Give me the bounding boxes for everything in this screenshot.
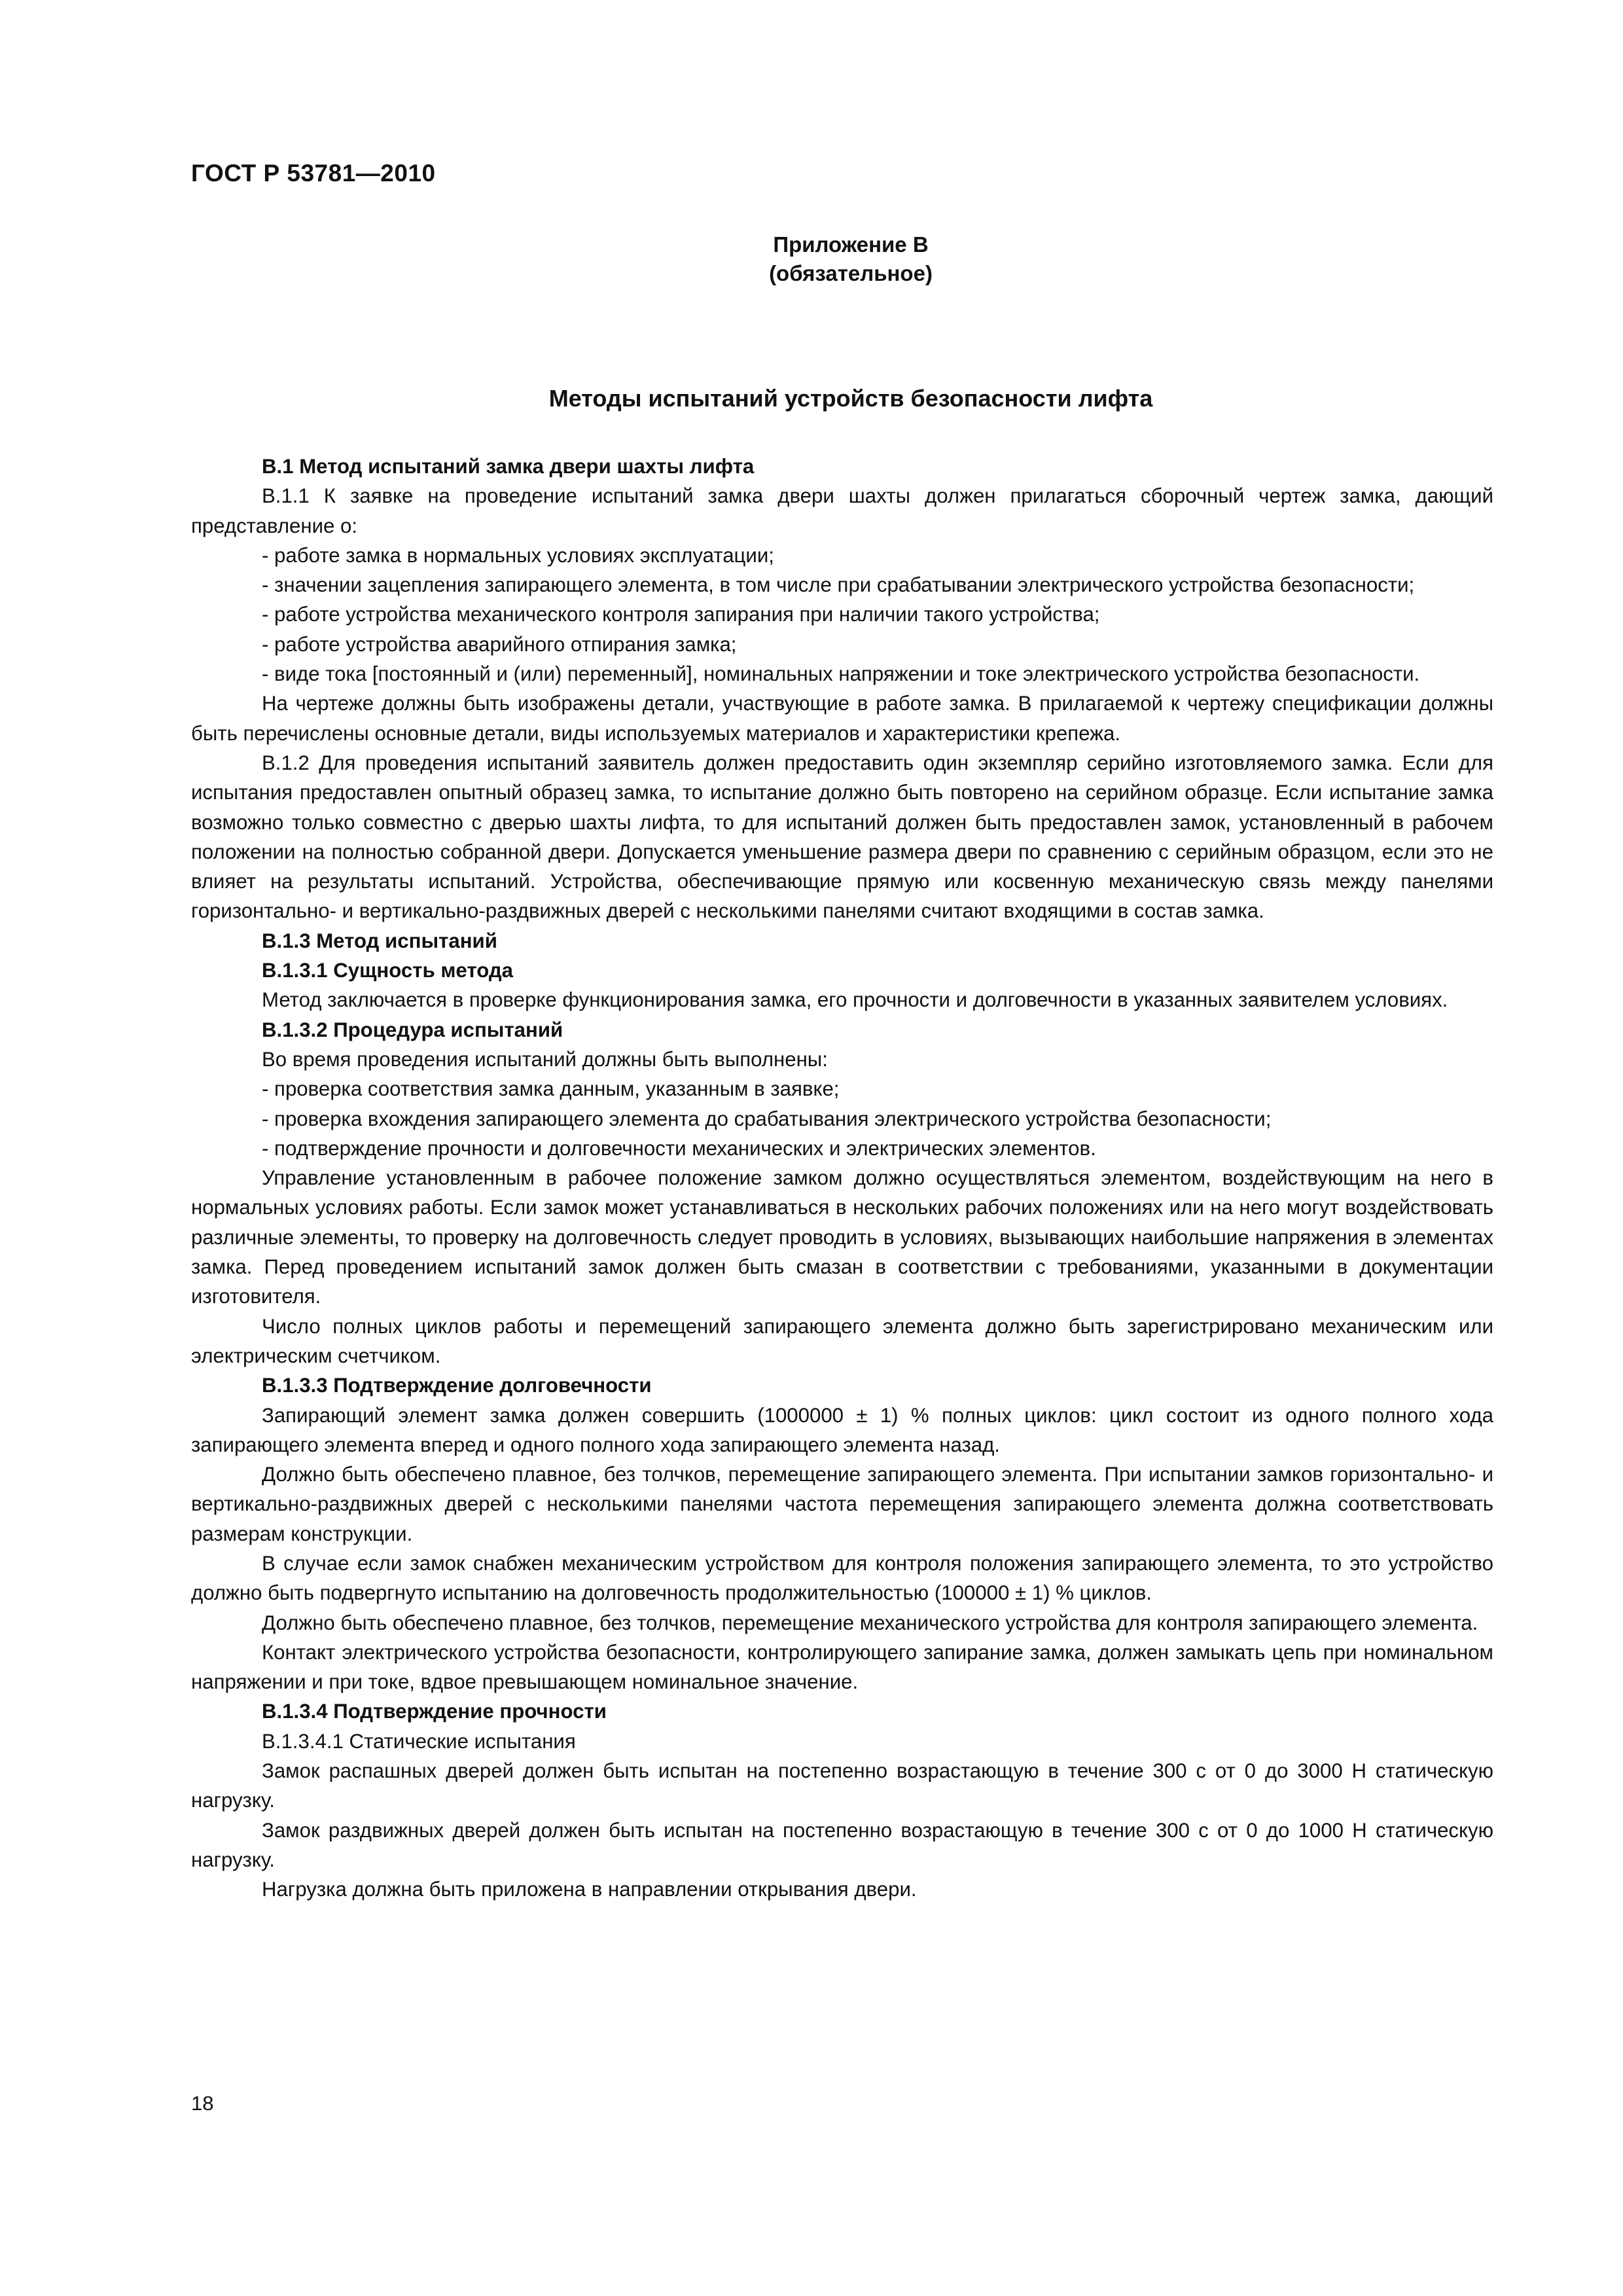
section-heading: В.1.3 Метод испытаний xyxy=(262,929,497,952)
document-body xyxy=(191,452,1493,1905)
list-item: - проверка вхождения запирающего элемента до срабатывания электрического устройства безопасности; xyxy=(262,1107,1272,1130)
paragraph: Контакт электрического устройства безопасности, контролирующего запирание замка, должен замыкать цепь при номинальном напряжении и при токе, вдвое превышающем номинальное значение. xyxy=(191,1640,1493,1694)
paragraph: Должно быть обеспечено плавное, без толчков, перемещение механического устройства для контроля запирающего элемента. xyxy=(262,1611,1478,1634)
paragraph: Запирающий элемент замка должен совершить (1000000 ± 1) % полных циклов: цикл состоит из одного полного хода запирающего элемента вперед и одного полного хода запирающего элемента назад. xyxy=(191,1403,1493,1456)
list-item: - работе устройства аварийного отпирания замка; xyxy=(262,632,737,656)
list-item: - подтверждение прочности и долговечности механических и электрических элементов. xyxy=(262,1136,1096,1160)
section-heading: В.1.3.4 Подтверждение прочности xyxy=(262,1700,607,1723)
paragraph: На чертеже должны быть изображены детали, участвующие в работе замка. В прилагаемой к чертежу спецификации должны быть перечислены основные детали, виды используемых материалов и характеристики крепежа. xyxy=(191,692,1493,745)
appendix-type: (обязательное) xyxy=(769,261,933,285)
appendix-label: Приложение В xyxy=(773,232,929,257)
standard-number: ГОСТ Р 53781—2010 xyxy=(191,160,436,187)
paragraph: В случае если замок снабжен механическим устройством для контроля положения запирающего элемента, то это устройство должно быть подвергнуто испытанию на долговечность продолжительностью (100000 ± 1) % циклов. xyxy=(191,1551,1493,1605)
section-heading: В.1.3.1 Сущность метода xyxy=(262,959,513,982)
paragraph: В.1.1 К заявке на проведение испытаний замка двери шахты должен прилагаться сборочный чертеж замка, дающий представление о: xyxy=(191,484,1493,537)
page-number: 18 xyxy=(191,2092,214,2115)
list-item: - виде тока [постоянный и (или) переменный], номинальных напряжении и токе электрического устройства безопасности. xyxy=(262,662,1420,686)
section-heading: В.1.3.3 Подтверждение долговечности xyxy=(262,1374,652,1397)
paragraph: Замок раздвижных дверей должен быть испытан на постепенно возрастающую в течение 300 с от 0 до 1000 Н статическую нагрузку. xyxy=(191,1818,1493,1871)
paragraph: Число полных циклов работы и перемещений запирающего элемента должно быть зарегистрировано механическим или электрическим счетчиком. xyxy=(191,1314,1493,1367)
list-item: - работе устройства механического контроля запирания при наличии такого устройства; xyxy=(262,603,1100,626)
section-heading: В.1 Метод испытаний замка двери шахты лифта xyxy=(262,455,755,478)
paragraph: Метод заключается в проверке функционирования замка, его прочности и долговечности в указанных заявителем условиях. xyxy=(262,988,1448,1012)
list-item: - работе замка в нормальных условиях эксплуатации; xyxy=(262,543,774,567)
appendix-heading xyxy=(0,230,1623,288)
list-item: - проверка соответствия замка данным, указанным в заявке; xyxy=(262,1077,840,1101)
paragraph: Нагрузка должна быть приложена в направлении открывания двери. xyxy=(262,1878,917,1901)
paragraph: Управление установленным в рабочее положение замком должно осуществляться элементом, воздействующим на него в нормальных условиях работы. Если замок может устанавливаться в нескольких рабочих положениях или на него могут воздействовать различные элементы, то проверку на долговечность следует проводить в условиях, вызывающих наибольшие напряжения в элементах замка. Перед проведением испытаний замок должен быть смазан в соответствии с требованиями, указанными в документации изготовителя. xyxy=(191,1166,1493,1308)
list-item: - значении зацепления запирающего элемента, в том числе при срабатывании электрического устройства безопасности; xyxy=(262,573,1415,597)
page-title: Методы испытаний устройств безопасности лифта xyxy=(548,385,1153,412)
paragraph: В.1.3.4.1 Статические испытания xyxy=(262,1729,576,1753)
paragraph: Замок распашных дверей должен быть испытан на постепенно возрастающую в течение 300 с от 0 до 3000 Н статическую нагрузку. xyxy=(191,1759,1493,1812)
paragraph: В.1.2 Для проведения испытаний заявитель должен предоставить один экземпляр серийно изготовляемого замка. Если для испытания предоставлен опытный образец замка, то испытание должно быть повторено на серийном образце. Если испытание замка возможно только совместно с дверью шахты лифта, то для испытаний должен быть предоставлен замок, установленный в рабочем положении на полностью собранной двери. Допускается уменьшение размера двери по сравнению с серийным образцом, если это не влияет на результаты испытаний. Устройства, обеспечивающие прямую или косвенную механическую связь между панелями горизонтально- и вертикально-раздвижных дверей с несколькими панелями считают входящими в состав замка. xyxy=(191,751,1493,923)
paragraph: Во время проведения испытаний должны быть выполнены: xyxy=(262,1047,828,1071)
paragraph: Должно быть обеспечено плавное, без толчков, перемещение запирающего элемента. При испытании замков горизонтально- и вертикально-раздвижных дверей с несколькими панелями частота перемещения запирающего элемента должна соответствовать размерам конструкции. xyxy=(191,1463,1493,1545)
section-heading: В.1.3.2 Процедура испытаний xyxy=(262,1018,563,1041)
